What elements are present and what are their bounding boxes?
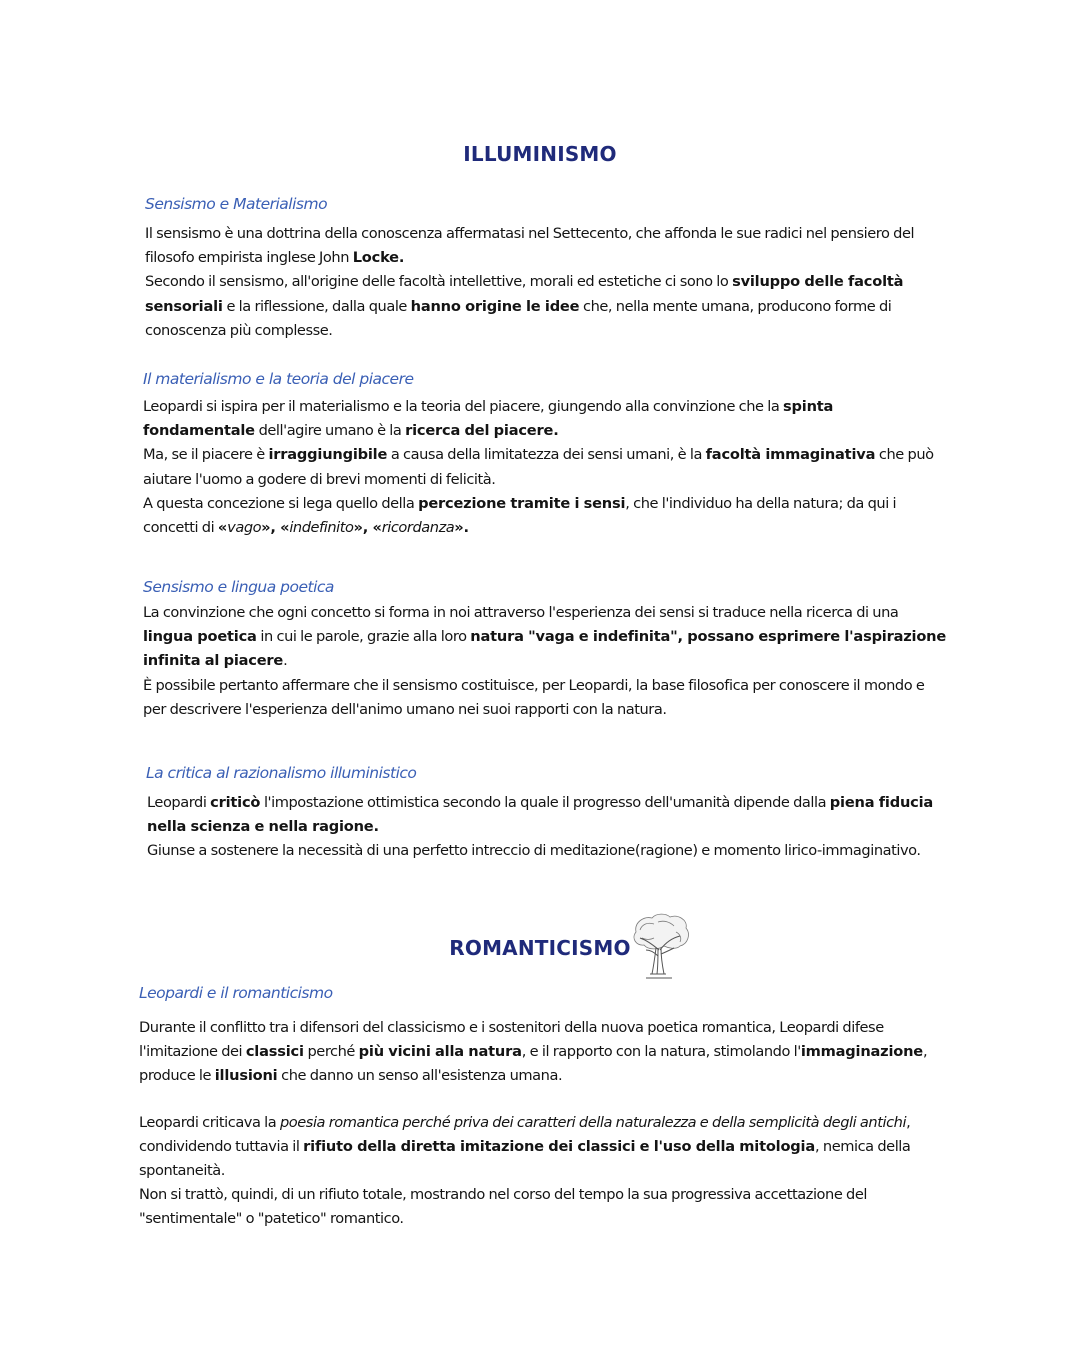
paragraph bbox=[145, 270, 945, 343]
section-sensismo-lingua bbox=[143, 601, 948, 722]
text: Leopardi bbox=[147, 794, 211, 811]
paragraph: È possibile pertanto affermare che il sensismo costituisce, per Leopardi, la base filosofica per conoscere il mondo e per descrivere l'esperienza dell'animo umano nei suoi rapporti con la natura. bbox=[143, 676, 925, 718]
paragraph bbox=[139, 1111, 949, 1184]
text: dell'agire umano è la bbox=[254, 422, 406, 440]
bold-text: sviluppo delle facoltà sensoriali bbox=[145, 273, 904, 315]
subtitle-materialismo-piacere: Il materialismo e la teoria del piacere bbox=[143, 370, 414, 388]
text: , nemica della spontaneità. bbox=[139, 1137, 911, 1180]
text: Durante il conflitto tra i difensori del classicismo e i sostenitori della nuova poetica romantica, Leopardi difese l'imitazione dei bbox=[139, 1019, 884, 1061]
text: , e il rapporto con la natura, stimolando l' bbox=[521, 1043, 801, 1061]
italic-text: vago bbox=[227, 519, 262, 537]
bold-text: percezione tramite i sensi bbox=[418, 494, 626, 512]
text: che danno un senso all'esistenza umana. bbox=[277, 1067, 563, 1085]
bold-text: rifiuto della diretta imitazione dei classici e l'uso della mitologia bbox=[303, 1137, 816, 1155]
text: », « bbox=[353, 519, 382, 537]
text: . bbox=[398, 249, 405, 267]
section-sensismo-materialismo bbox=[145, 222, 945, 343]
bold-text: ricerca del piacere bbox=[405, 422, 554, 440]
italic-text: indefinito bbox=[289, 519, 354, 537]
paragraph bbox=[145, 222, 945, 270]
text: e la riflessione, dalla quale bbox=[222, 297, 411, 315]
tree-illustration-icon bbox=[628, 912, 692, 980]
paragraph bbox=[143, 492, 948, 540]
text: ». bbox=[454, 519, 469, 537]
bold-text: piena fiducia nella scienza e nella ragione bbox=[147, 794, 934, 836]
bold-text: facoltà immaginativa bbox=[705, 446, 876, 464]
heading-romanticismo: ROMANTICISMO bbox=[449, 936, 631, 960]
text: , produce le bbox=[139, 1043, 928, 1085]
subtitle-sensismo-lingua: Sensismo e lingua poetica bbox=[143, 578, 334, 596]
paragraph bbox=[143, 395, 948, 443]
text: », « bbox=[261, 519, 290, 537]
text: « bbox=[217, 519, 228, 537]
italic-text: ricordanza bbox=[381, 519, 455, 537]
text: a causa della limitatezza dei sensi umani, è la bbox=[387, 446, 706, 464]
text: che può aiutare l'uomo a godere di brevi momenti di felicità. bbox=[143, 446, 934, 488]
text: . bbox=[373, 818, 379, 836]
bold-text: criticò bbox=[210, 794, 261, 811]
paragraph: Non si trattò, quindi, di un rifiuto totale, mostrando nel corso del tempo la sua progressiva accettazione del "sentimentale" o "patetico" romantico. bbox=[139, 1186, 867, 1228]
text: che, nella mente umana, producono forme di conoscenza più complesse. bbox=[145, 297, 892, 339]
bold-text: classici bbox=[245, 1043, 304, 1061]
text: . bbox=[553, 422, 559, 440]
text: perché bbox=[303, 1043, 359, 1061]
text: Leopardi criticava la bbox=[139, 1113, 280, 1131]
text: Leopardi si ispira per il materialismo e la teoria del piacere, giungendo alla convinzione che la bbox=[143, 398, 784, 415]
bold-text: illusioni bbox=[214, 1067, 278, 1085]
paragraph bbox=[143, 601, 948, 674]
text: A questa concezione si lega quello della bbox=[143, 494, 419, 512]
text: l'impostazione ottimistica secondo la quale il progresso dell'umanità dipende dalla bbox=[260, 794, 830, 811]
text: , condividendo tuttavia il bbox=[139, 1113, 911, 1155]
text: . bbox=[283, 652, 288, 670]
bold-text: Locke bbox=[352, 249, 399, 267]
paragraph bbox=[147, 791, 947, 839]
subtitle-leopardi-romanticismo: Leopardi e il romanticismo bbox=[139, 984, 333, 1002]
bold-text: hanno origine le idee bbox=[410, 297, 580, 315]
subtitle-sensismo-materialismo: Sensismo e Materialismo bbox=[145, 195, 328, 213]
italic-text: poesia romantica perché priva dei caratteri della naturalezza e della semplicità degli antichi bbox=[279, 1113, 907, 1131]
spacer bbox=[139, 1089, 949, 1111]
text: La convinzione che ogni concetto si forma in noi attraverso l'esperienza dei sensi si traduce nella ricerca di una bbox=[143, 604, 899, 621]
section-leopardi-romanticismo bbox=[139, 1016, 949, 1232]
text: Secondo il sensismo, all'origine delle facoltà intellettive, morali ed estetiche ci sono lo bbox=[145, 273, 733, 291]
section-materialismo-piacere bbox=[143, 395, 948, 540]
text: in cui le parole, grazie alla loro bbox=[256, 628, 471, 646]
paragraph bbox=[139, 1016, 949, 1089]
bold-text: natura "vaga e indefinita", possano esprimere l'aspirazione infinita al piacere bbox=[143, 628, 947, 670]
bold-text: immaginazione bbox=[800, 1043, 923, 1061]
bold-text: irraggiungibile bbox=[268, 446, 388, 464]
text: Il sensismo è una dottrina della conoscenza affermatasi nel Settecento, che affonda le sue radici nel pensiero del filosofo empirista inglese John bbox=[145, 225, 915, 267]
text: , che l'individuo ha della natura; da qui i concetti di bbox=[143, 494, 897, 537]
section-critica-razionalismo bbox=[147, 791, 947, 864]
paragraph bbox=[143, 443, 948, 491]
bold-text: spinta fondamentale bbox=[143, 398, 834, 440]
bold-text: lingua poetica bbox=[143, 628, 257, 646]
paragraph: Giunse a sostenere la necessità di una perfetto intreccio di meditazione(ragione) e momento lirico-immaginativo. bbox=[147, 842, 921, 860]
heading-illuminismo: ILLUMINISMO bbox=[463, 142, 617, 166]
bold-text: più vicini alla natura bbox=[358, 1043, 522, 1061]
subtitle-critica-razionalismo: La critica al razionalismo illuministico bbox=[146, 764, 417, 782]
text: Ma, se il piacere è bbox=[143, 446, 269, 464]
